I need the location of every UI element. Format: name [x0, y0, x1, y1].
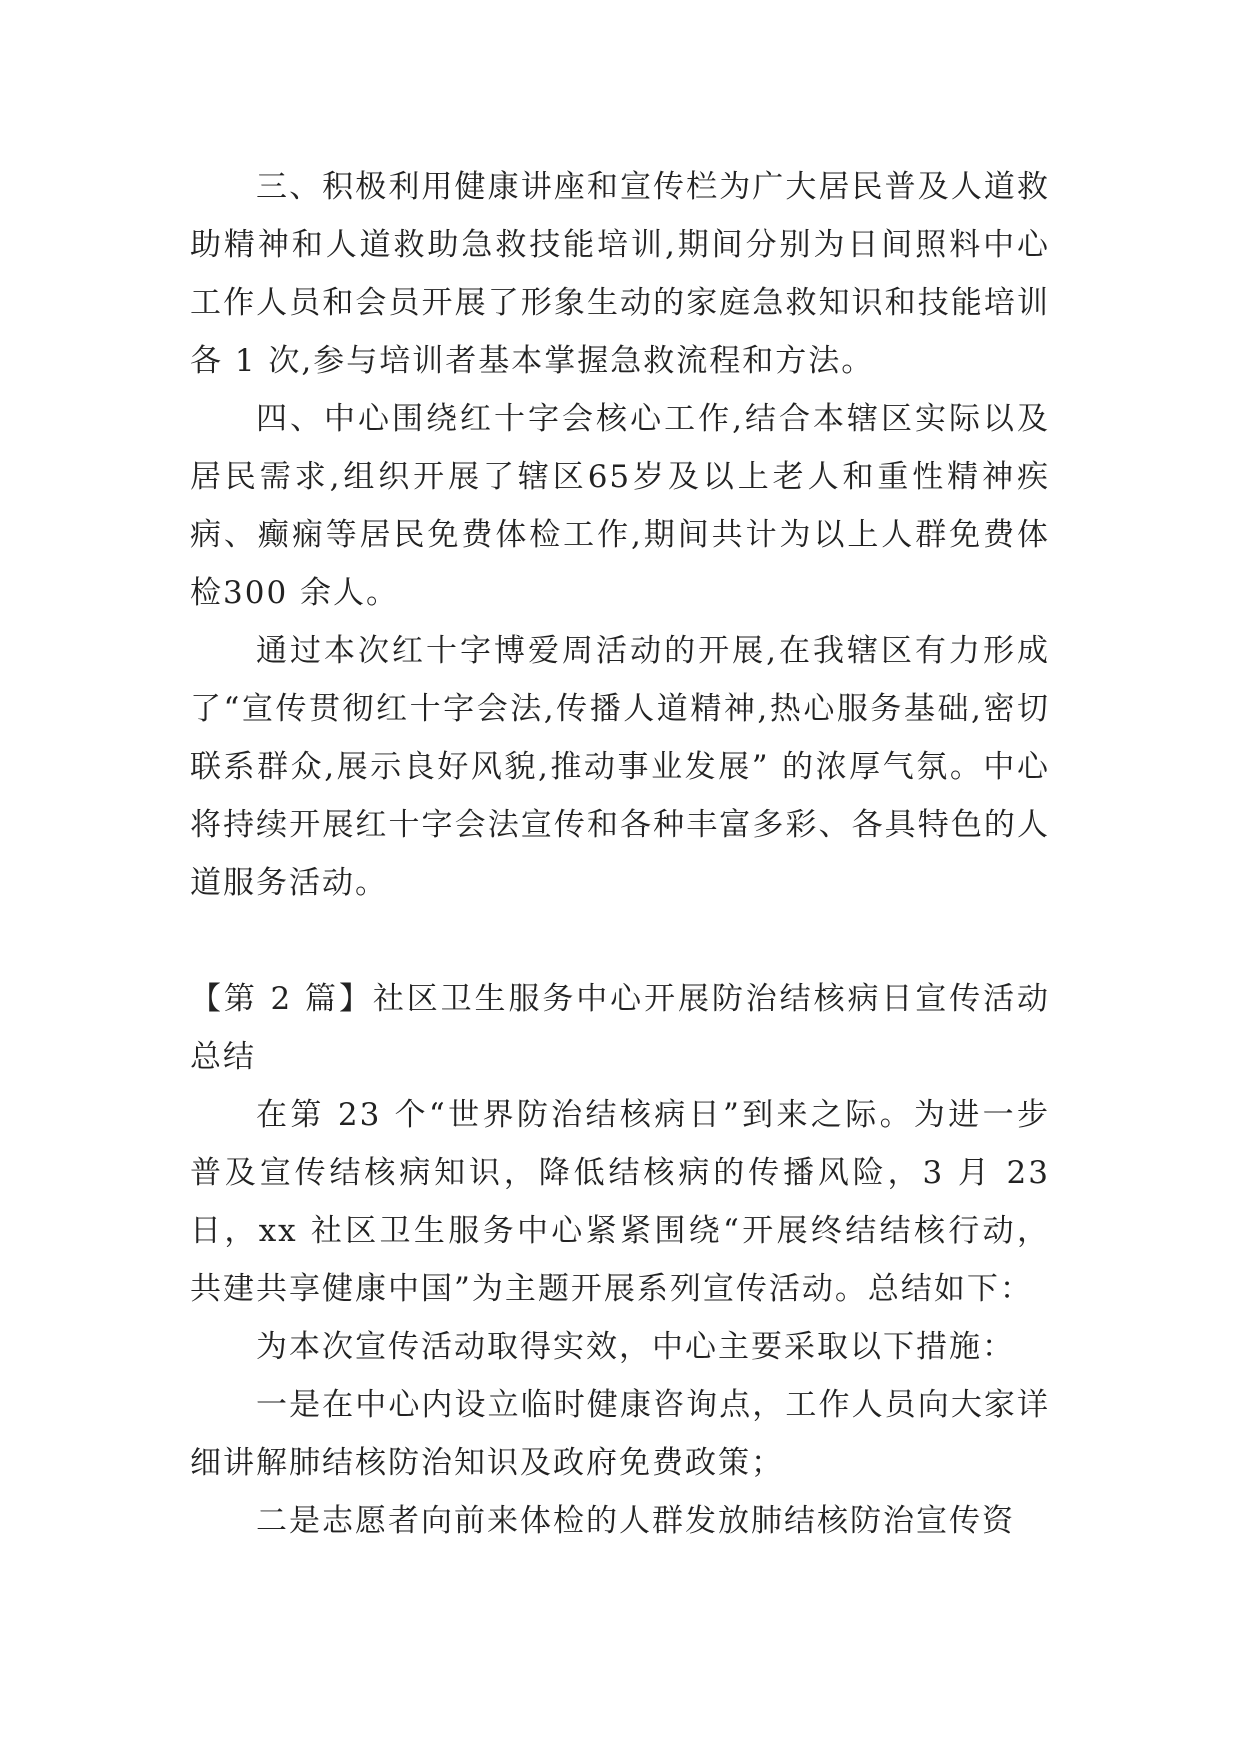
paragraph-health-lecture: 三、积极利用健康讲座和宣传栏为广大居民普及人道救助精神和人道救助急救技能培训,期间分别为日间照料中心工作人员和会员开展了形象生动的家庭急救知识和技能培训各 1 次,参与培训者基本掌握急救流程和方法。 — [190, 169, 1050, 379]
paragraph-free-checkup: 四、中心围绕红十字会核心工作,结合本辖区实际以及居民需求,组织开展了辖区65岁及以上老人和重性精神疾病、癫痫等居民免费体检工作,期间共计为以上人群免费体检300 余人。 — [190, 401, 1050, 611]
section-spacer — [190, 912, 1050, 970]
paragraph-measures-intro: 为本次宣传活动取得实效，中心主要采取以下措施： — [256, 1329, 1015, 1365]
section-title: 【第 2 篇】社区卫生服务中心开展防治结核病日宣传活动总结 — [190, 981, 1050, 1075]
paragraph-red-cross-summary: 通过本次红十字博爱周活动的开展,在我辖区有力形成了“宣传贯彻红十字会法,传播人道精神,热心服务基础,密切联系群众,展示良好风貌,推动事业发展” 的浓厚气氛。中心将持续开展红十字会法宣传和各种丰富多彩、各具特色的人道服务活动。 — [190, 633, 1050, 901]
paragraph-tb-day-intro: 在第 23 个“世界防治结核病日”到来之际。为进一步普及宣传结核病知识，降低结核病的传播风险，3 月 23 日，xx 社区卫生服务中心紧紧围绕“开展终结结核行动，共建共享健康中国”为主题开展系列宣传活动。总结如下： — [190, 1097, 1050, 1307]
paragraph-measure-two: 二是志愿者向前来体检的人群发放肺结核防治宣传资 — [256, 1503, 1015, 1539]
document-body — [190, 158, 1050, 1550]
paragraph-measure-one: 一是在中心内设立临时健康咨询点，工作人员向大家详细讲解肺结核防治知识及政府免费政策； — [190, 1387, 1050, 1481]
